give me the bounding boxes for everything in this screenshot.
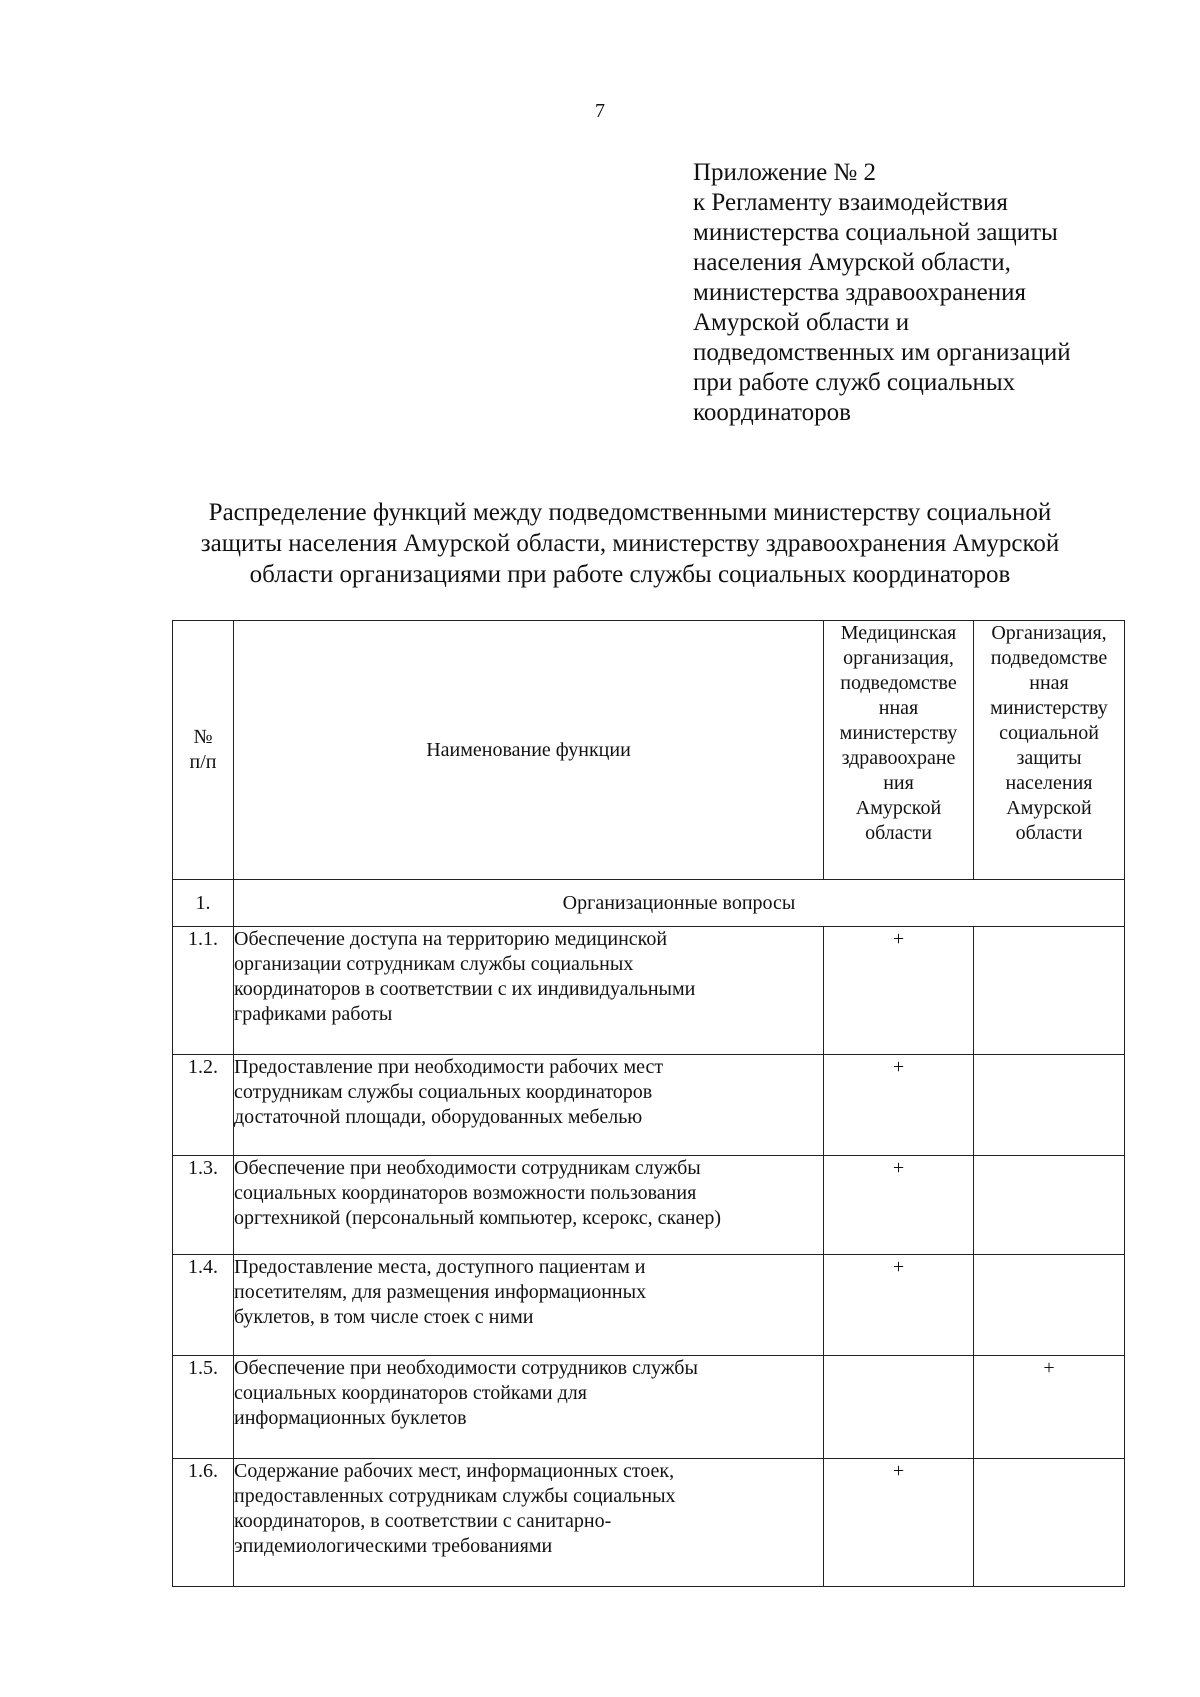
header-medical-line: Амурской bbox=[855, 797, 942, 819]
row-function-line: Обеспечение доступа на территорию медицинской bbox=[234, 928, 668, 950]
row-function-name bbox=[234, 927, 824, 1055]
row-social-mark bbox=[974, 1459, 1125, 1587]
header-medical-line: нная bbox=[878, 697, 919, 719]
row-social-mark bbox=[974, 927, 1125, 1055]
header-number-line: п/п bbox=[189, 751, 217, 773]
header-social-org bbox=[974, 621, 1125, 880]
row-number: 1.4. bbox=[173, 1255, 234, 1356]
table-row bbox=[173, 1156, 1125, 1255]
row-medical-mark: + bbox=[824, 1055, 974, 1156]
row-function-line: Обеспечение при необходимости сотрудников службы bbox=[234, 1357, 698, 1379]
row-function-line: посетителям, для размещения информационных bbox=[234, 1281, 647, 1303]
row-function-line: социальных координаторов стойками для bbox=[234, 1382, 587, 1404]
header-social-line: министерству bbox=[990, 697, 1108, 719]
row-social-mark bbox=[974, 1055, 1125, 1156]
header-medical-line: организация, bbox=[843, 647, 954, 669]
appendix-line: министерства социальной защиты bbox=[693, 219, 1058, 246]
header-social-line: защиты bbox=[1016, 747, 1082, 769]
header-number-line: № bbox=[193, 726, 213, 748]
row-function-line: предоставленных сотрудникам службы социальных bbox=[234, 1485, 676, 1507]
header-social-line: нная bbox=[1029, 672, 1069, 694]
row-function-name bbox=[234, 1055, 824, 1156]
functions-table bbox=[172, 620, 1125, 1587]
header-medical-line: Медицинская bbox=[840, 622, 957, 644]
appendix-line: населения Амурской области, bbox=[693, 249, 1011, 276]
header-medical-line: здравоохране bbox=[841, 747, 956, 769]
row-medical-mark: + bbox=[824, 1459, 974, 1587]
header-medical-line: ния bbox=[883, 772, 914, 794]
row-function-line: координаторов в соответствии с их индивидуальными bbox=[234, 978, 696, 1000]
title-line: защиты населения Амурской области, министерству здравоохранения Амурской bbox=[200, 530, 1060, 557]
header-medical-line: подведомстве bbox=[840, 672, 957, 694]
row-function-line: буклетов, в том числе стоек с ними bbox=[234, 1306, 534, 1328]
appendix-line: к Регламенту взаимодействия bbox=[693, 189, 1008, 216]
header-medical-line: министерству bbox=[839, 722, 958, 744]
row-function-line: Обеспечение при необходимости сотрудникам службы bbox=[234, 1157, 701, 1179]
header-function-name: Наименование функции bbox=[234, 621, 824, 880]
table-row bbox=[173, 927, 1125, 1055]
row-function-line: организации сотрудникам службы социальных bbox=[234, 953, 634, 975]
row-function-line: Содержание рабочих мест, информационных стоек, bbox=[234, 1460, 675, 1482]
row-function-name bbox=[234, 1255, 824, 1356]
row-function-line: Предоставление места, доступного пациентам и bbox=[234, 1256, 646, 1278]
header-social-line: Организация, bbox=[991, 622, 1107, 644]
row-function-name bbox=[234, 1356, 824, 1459]
table-row bbox=[173, 1459, 1125, 1587]
row-function-name bbox=[234, 1156, 824, 1255]
table-header-row bbox=[173, 621, 1125, 880]
row-number: 1.6. bbox=[173, 1459, 234, 1587]
header-medical-line: области bbox=[865, 822, 932, 844]
row-function-line: графиками работы bbox=[234, 1003, 393, 1025]
row-function-line: информационных буклетов bbox=[234, 1407, 467, 1429]
document-title bbox=[150, 497, 1110, 590]
appendix-line: Приложение № 2 bbox=[693, 159, 877, 186]
header-number bbox=[173, 621, 234, 880]
row-function-line: оргтехникой (персональный компьютер, ксерокс, сканер) bbox=[234, 1207, 722, 1229]
row-function-line: социальных координаторов возможности пользования bbox=[234, 1182, 697, 1204]
header-medical-org bbox=[824, 621, 974, 880]
section-number: 1. bbox=[173, 880, 234, 927]
header-social-line: подведомстве bbox=[990, 647, 1108, 669]
appendix-line: министерства здравоохранения bbox=[693, 279, 1026, 306]
appendix-line: координаторов bbox=[693, 399, 851, 426]
header-social-line: населения bbox=[1005, 772, 1093, 794]
section-row bbox=[173, 880, 1125, 927]
row-function-line: достаточной площади, оборудованных мебелью bbox=[234, 1106, 643, 1128]
row-function-line: сотрудникам службы социальных координаторов bbox=[234, 1081, 653, 1103]
row-medical-mark: + bbox=[824, 1156, 974, 1255]
section-title: Организационные вопросы bbox=[234, 880, 1125, 927]
header-social-line: социальной bbox=[999, 722, 1099, 744]
row-number: 1.3. bbox=[173, 1156, 234, 1255]
header-social-line: Амурской bbox=[1006, 797, 1092, 819]
row-medical-mark: + bbox=[824, 927, 974, 1055]
row-function-name bbox=[234, 1459, 824, 1587]
page-number: 7 bbox=[595, 100, 605, 122]
appendix-line: подведомственных им организаций bbox=[693, 339, 1071, 366]
row-number: 1.1. bbox=[173, 927, 234, 1055]
row-social-mark: + bbox=[974, 1356, 1125, 1459]
appendix-line: Амурской области и bbox=[693, 309, 910, 336]
row-social-mark bbox=[974, 1156, 1125, 1255]
row-function-line: эпидемиологическими требованиями bbox=[234, 1535, 553, 1557]
appendix-line: при работе служб социальных bbox=[693, 369, 1016, 396]
row-medical-mark: + bbox=[824, 1255, 974, 1356]
row-function-line: координаторов, в соответствии с санитарно- bbox=[234, 1510, 612, 1532]
header-social-line: области bbox=[1015, 822, 1083, 844]
row-medical-mark bbox=[824, 1356, 974, 1459]
appendix-block bbox=[693, 158, 1173, 428]
title-line: Распределение функций между подведомственными министерству социальной bbox=[208, 499, 1052, 526]
table-row bbox=[173, 1356, 1125, 1459]
table-row bbox=[173, 1055, 1125, 1156]
row-social-mark bbox=[974, 1255, 1125, 1356]
table-row bbox=[173, 1255, 1125, 1356]
row-number: 1.5. bbox=[173, 1356, 234, 1459]
row-number: 1.2. bbox=[173, 1055, 234, 1156]
row-function-line: Предоставление при необходимости рабочих мест bbox=[234, 1056, 664, 1078]
title-line: области организациями при работе службы социальных координаторов bbox=[249, 561, 1011, 588]
